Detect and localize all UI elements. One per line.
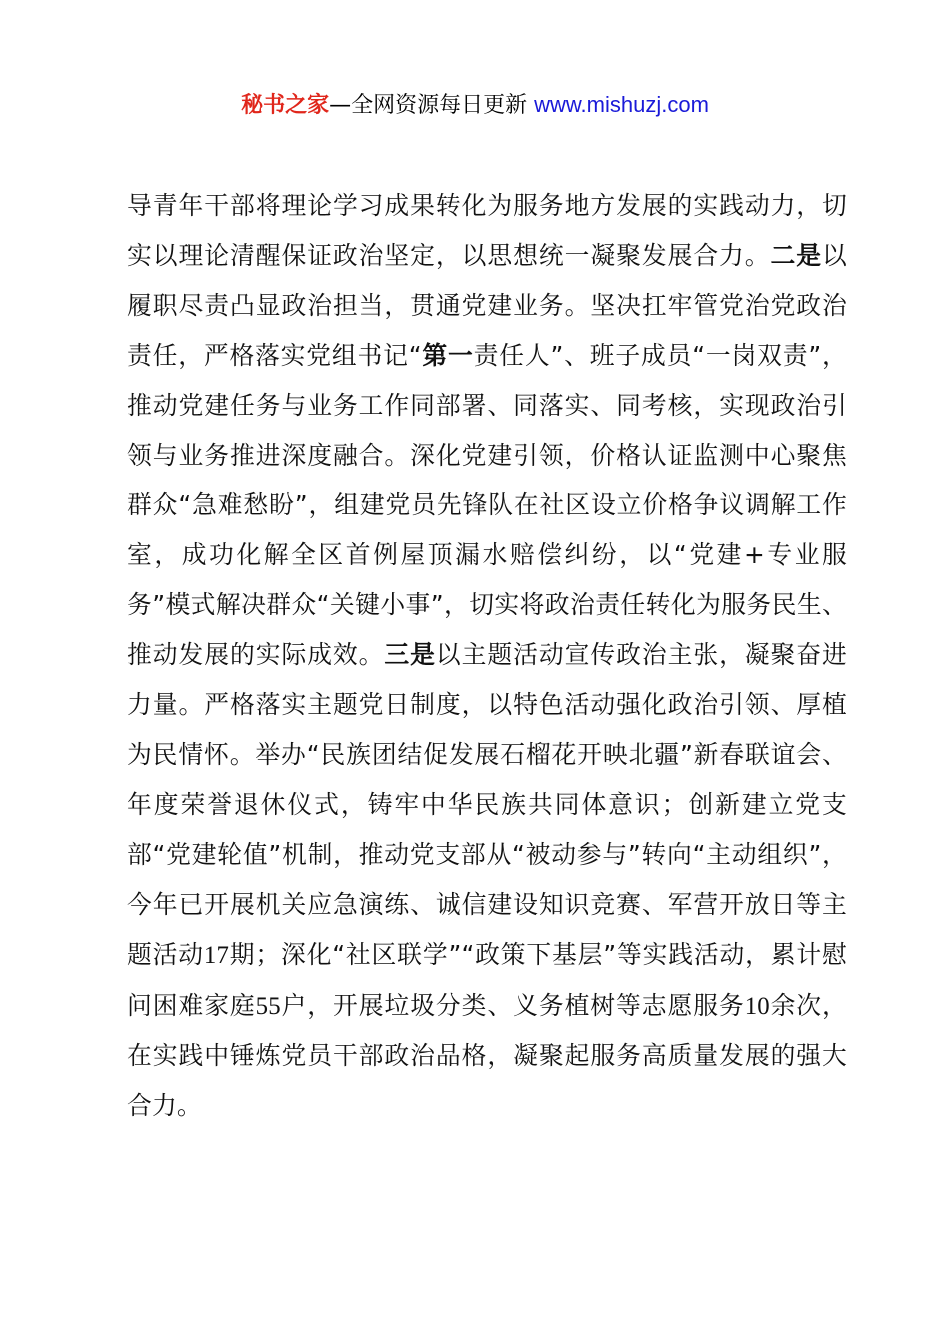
number-services: 10	[744, 992, 770, 1020]
document-body	[127, 181, 847, 1131]
text-segment: 期；深化“社区联学”“政策下基层”等实践活动，累计慰问困难家庭	[127, 939, 847, 1020]
number-activities: 17	[203, 941, 230, 969]
text-segment: 责任人”、班子成员“一岗双责”，推动党建任务与业务工作同部署、同落实、同考核，实现政治引领与业务推进深度融合。深化党建引领，价格认证监测中心聚焦群众“急难愁盼”，组建党员先锋队在社区设立价格争议调解工作室，成功化解全区首例屋顶漏水赔偿纠纷，以“党建+专业服务”模式解决群众“关键小事”，切实将政治责任转化为服务民生、推动发展的实际成效。	[127, 340, 847, 670]
text-segment: 户，开展垃圾分类、义务植树等志愿服务	[280, 990, 745, 1020]
header-slogan: —全网资源每日更新	[329, 93, 528, 118]
text-segment: 导青年干部将理论学习成果转化为服务地方发展的实践动力，切实以理论清醒保证政治坚定，以思想统一凝聚发展合力。	[127, 191, 847, 270]
number-households: 55	[255, 992, 281, 1020]
site-header	[0, 90, 950, 121]
bold-heading-two: 二是	[770, 240, 823, 270]
site-url-link[interactable]: www.mishuzj.com	[534, 92, 709, 117]
text-segment: 余次，在实践中锤炼党员干部政治品格，凝聚起服务高质量发展的强大合力。	[127, 990, 847, 1121]
brand-name: 秘书之家	[241, 93, 330, 118]
text-segment: 以履职尽责凸显政治担当，贯通党建业务。坚决扛牢管党治党政治责任，严格落实党组书记“	[127, 240, 847, 370]
bold-heading-three: 三是	[384, 640, 436, 670]
bold-first: 第一	[421, 340, 474, 370]
text-segment: 以主题活动宣传政治主张，凝聚奋进力量。严格落实主题党日制度，以特色活动强化政治引领、厚植为民情怀。举办“民族团结促发展石榴花开映北疆”新春联谊会、年度荣誉退休仪式，铸牢中华民族共同体意识；创新建立党支部“党建轮值”机制，推动党支部从“被动参与”转向“主动组织”，今年已开展机关应急演练、诚信建设知识竞赛、军营开放日等主题活动	[127, 640, 847, 969]
